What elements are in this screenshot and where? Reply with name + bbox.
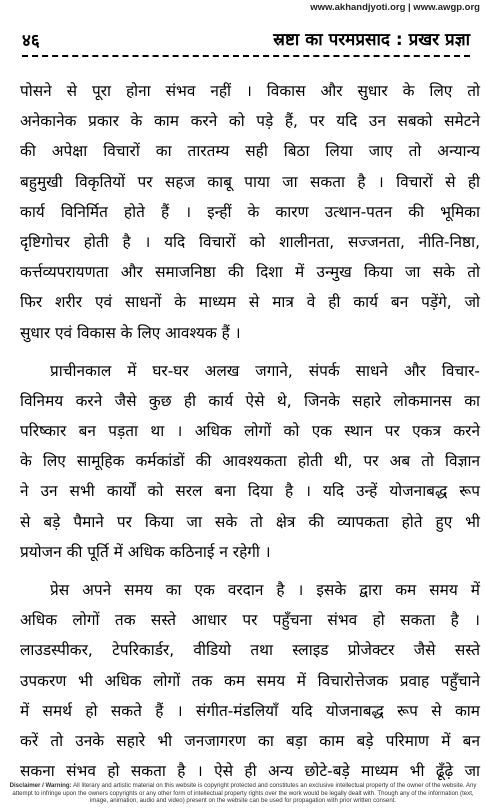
site-url[interactable]: www.akhandjyoti.org | www.awgp.org: [310, 2, 480, 13]
disclaimer-label: Disclaimer / Warning:: [9, 782, 72, 790]
text-line: सकना संभव हो सकता है । ऐसे ही अन्य छोटे-बड़े माध्यम भी ढूँढ़े जा: [20, 762, 480, 781]
text-line: अनेकानेक प्रकार के काम करने को पड़े हैं, पर यदि उन सबको समेटने: [20, 112, 480, 131]
page-header: [20, 26, 470, 52]
text-line: बहुमुखी विकृतियों पर सहज काबू पाया जा सकता है । विचारों से ही: [20, 172, 480, 191]
text-line: फिर शरीर एवं साधनों के माध्यम से मात्र वे ही कार्य बन पड़ेंगे, जो: [20, 293, 480, 312]
text-line: कार्य विनिर्मित होते हैं । इन्हीं के कारण उत्थान-पतन की भूमिका: [20, 202, 480, 221]
text-line: विनिमय करने जैसे कुछ ही कार्य ऐसे थे, जिनके सहारे लोकमानस का: [20, 391, 480, 410]
text-line: की अपेक्षा विचारों का तारतम्य सही बिठा लिया जाए तो अन्यान्य: [20, 142, 480, 161]
paragraph: [20, 575, 480, 786]
text-line: उपकरण भी अधिक लोगों तक कम समय में विचारोत्तेजक प्रवाह पहुँचाने: [20, 671, 480, 690]
text-line: अधिक लोगों तक सस्ते आधार पर पहुँचना संभव हो सकता है ।: [20, 611, 480, 630]
body-text: [20, 76, 480, 794]
text-line: में समर्थ हो सकते हैं । संगीत-मंडलियाँ यदि योजनाबद्ध रूप से काम: [20, 701, 480, 720]
text-line: दृष्टिगोचर होती है । यदि विचारों को शालीनता, सज्जनता, नीति-निष्ठा,: [20, 232, 480, 251]
text-line: लाउडस्पीकर, टेपरिकार्डर, वीडियो तथा स्लाइड प्रोजेक्टर जैसे सस्ते: [20, 641, 480, 660]
text-line: परिष्कार बन पड़ता था । अधिक लोगों को एक स्थान पर एकत्र करने: [20, 422, 480, 441]
paragraph: [20, 356, 480, 567]
text-line: ने उन सभी कार्यों को सरल बना दिया है । यदि उन्हें योजनाबद्ध रूप: [20, 482, 480, 501]
header-divider: [22, 55, 470, 57]
text-line: कर्त्तव्यपरायणता और समाजनिष्ठा की दिशा में उन्मुख किया जा सके तो: [20, 263, 480, 282]
text-line: सुधार एवं विकास के लिए आवश्यक हैं ।: [20, 323, 241, 342]
text-line: करें तो उनके सहारे भी जनजागरण का बड़ा काम बड़े परिमाण में बन: [20, 731, 480, 750]
text-line: प्रेस अपने समय का एक वरदान है । इसके द्वारा कम समय में: [50, 581, 480, 599]
text-line: से बड़े पैमाने पर किया जा सके तो क्षेत्र की व्यापकता होते हुए भी: [20, 512, 480, 531]
text-line: पोसने से पूरा होना संभव नहीं । विकास और सुधार के लिए तो: [20, 82, 480, 100]
running-title: स्रष्टा का परमप्रसाद : प्रखर प्रज्ञा: [273, 30, 470, 50]
disclaimer: [4, 782, 482, 804]
text-line: प्रयोजन की पूर्ति में अधिक कठिनाई न रहेगी ।: [20, 542, 271, 561]
disclaimer-text: All literary and artistic material on this website is copyright protected and constitutes an exclusive intellectual property of the owner of the website. Any attempt to infringe upon the owners copyrights or any other form of intellectual property rights over the work would be legally dealt with. Though any of the information (text, image, animation, audio and video) present on the website can be used for propagation with prior written consent.: [12, 782, 477, 804]
text-line: प्राचीनकाल में घर-घर अलख जगाने, संपर्क साधने और विचार-: [50, 361, 480, 380]
paragraph: [20, 76, 480, 348]
page-number: ४६: [22, 31, 40, 51]
text-line: के लिए सामूहिक कर्मकांडों की आवश्यकता होती थी, पर अब तो विज्ञान: [20, 452, 480, 471]
